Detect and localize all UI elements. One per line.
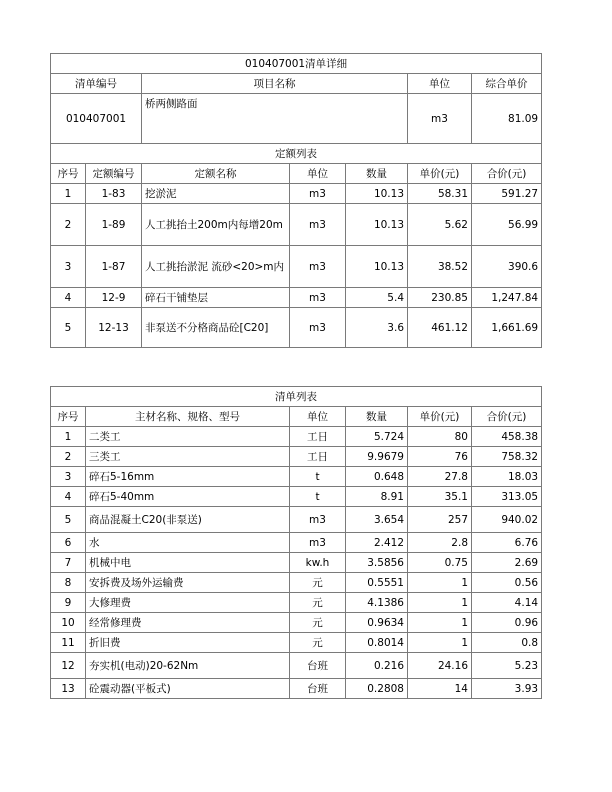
quota-qty: 5.4 xyxy=(346,288,408,308)
material-total: 5.23 xyxy=(472,653,542,679)
material-unit: 工日 xyxy=(290,427,346,447)
quota-seq: 4 xyxy=(51,288,86,308)
material-unit: t xyxy=(290,467,346,487)
quota-section-title: 定额列表 xyxy=(51,144,542,164)
material-qty: 0.648 xyxy=(346,467,408,487)
quota-code: 1-89 xyxy=(86,204,142,246)
material-unit: 元 xyxy=(290,593,346,613)
quota-qty: 10.13 xyxy=(346,184,408,204)
quota-name: 挖淤泥 xyxy=(142,184,290,204)
quota-section-row xyxy=(51,144,542,164)
materials-header-qty: 数量 xyxy=(346,407,408,427)
col-header-price: 综合单价 xyxy=(472,74,542,94)
material-row xyxy=(51,553,542,573)
quota-code: 12-13 xyxy=(86,308,142,348)
material-qty: 5.724 xyxy=(346,427,408,447)
quota-price: 5.62 xyxy=(408,204,472,246)
material-total: 6.76 xyxy=(472,533,542,553)
material-price: 14 xyxy=(408,679,472,699)
detail-table xyxy=(50,53,542,348)
material-name: 二类工 xyxy=(86,427,290,447)
material-seq: 2 xyxy=(51,447,86,467)
quota-unit: m3 xyxy=(290,288,346,308)
material-row xyxy=(51,613,542,633)
material-qty: 3.5856 xyxy=(346,553,408,573)
quota-header-price: 单价(元) xyxy=(408,164,472,184)
quota-code: 1-83 xyxy=(86,184,142,204)
materials-header-unit: 单位 xyxy=(290,407,346,427)
quota-header-row xyxy=(51,164,542,184)
quota-header-code: 定额编号 xyxy=(86,164,142,184)
quota-price: 461.12 xyxy=(408,308,472,348)
item-code: 010407001 xyxy=(51,94,142,144)
material-qty: 8.91 xyxy=(346,487,408,507)
quota-total: 1,661.69 xyxy=(472,308,542,348)
quota-unit: m3 xyxy=(290,204,346,246)
material-qty: 0.5551 xyxy=(346,573,408,593)
material-name: 折旧费 xyxy=(86,633,290,653)
material-name: 水 xyxy=(86,533,290,553)
detail-title: 010407001清单详细 xyxy=(51,54,542,74)
material-name: 夯实机(电动)20-62Nm xyxy=(86,653,290,679)
material-price: 24.16 xyxy=(408,653,472,679)
material-name: 安拆费及场外运输费 xyxy=(86,573,290,593)
quota-name: 碎石干铺垫层 xyxy=(142,288,290,308)
material-total: 940.02 xyxy=(472,507,542,533)
material-unit: m3 xyxy=(290,507,346,533)
material-price: 1 xyxy=(408,593,472,613)
material-name: 碎石5-40mm xyxy=(86,487,290,507)
material-price: 257 xyxy=(408,507,472,533)
col-header-code: 清单编号 xyxy=(51,74,142,94)
material-unit: 元 xyxy=(290,613,346,633)
material-qty: 0.216 xyxy=(346,653,408,679)
material-qty: 0.9634 xyxy=(346,613,408,633)
material-row xyxy=(51,507,542,533)
quota-seq: 3 xyxy=(51,246,86,288)
material-seq: 7 xyxy=(51,553,86,573)
materials-section-row xyxy=(51,387,542,407)
material-unit: t xyxy=(290,487,346,507)
material-price: 27.8 xyxy=(408,467,472,487)
quota-header-qty: 数量 xyxy=(346,164,408,184)
material-unit: 元 xyxy=(290,633,346,653)
material-row xyxy=(51,593,542,613)
materials-header-total: 合价(元) xyxy=(472,407,542,427)
quota-price: 230.85 xyxy=(408,288,472,308)
material-seq: 10 xyxy=(51,613,86,633)
material-name: 经常修理费 xyxy=(86,613,290,633)
quota-qty: 3.6 xyxy=(346,308,408,348)
material-total: 313.05 xyxy=(472,487,542,507)
quota-name: 人工挑抬淤泥 流砂<20>m内 xyxy=(142,246,290,288)
materials-header-seq: 序号 xyxy=(51,407,86,427)
quota-total: 591.27 xyxy=(472,184,542,204)
quota-seq: 2 xyxy=(51,204,86,246)
materials-header-row xyxy=(51,407,542,427)
quota-qty: 10.13 xyxy=(346,246,408,288)
quota-row xyxy=(51,308,542,348)
material-seq: 6 xyxy=(51,533,86,553)
material-row xyxy=(51,573,542,593)
item-row xyxy=(51,94,542,144)
quota-price: 38.52 xyxy=(408,246,472,288)
material-unit: m3 xyxy=(290,533,346,553)
material-qty: 3.654 xyxy=(346,507,408,533)
quota-unit: m3 xyxy=(290,308,346,348)
quota-row xyxy=(51,288,542,308)
material-total: 0.96 xyxy=(472,613,542,633)
material-row xyxy=(51,467,542,487)
col-header-name: 项目名称 xyxy=(142,74,408,94)
material-total: 0.56 xyxy=(472,573,542,593)
material-total: 2.69 xyxy=(472,553,542,573)
material-row xyxy=(51,653,542,679)
material-price: 76 xyxy=(408,447,472,467)
quota-qty: 10.13 xyxy=(346,204,408,246)
material-unit: 台班 xyxy=(290,679,346,699)
material-seq: 13 xyxy=(51,679,86,699)
quota-header-total: 合价(元) xyxy=(472,164,542,184)
quota-unit: m3 xyxy=(290,184,346,204)
material-name: 大修理费 xyxy=(86,593,290,613)
quota-row xyxy=(51,184,542,204)
material-total: 758.32 xyxy=(472,447,542,467)
quota-price: 58.31 xyxy=(408,184,472,204)
quota-seq: 1 xyxy=(51,184,86,204)
material-qty: 0.2808 xyxy=(346,679,408,699)
quota-row xyxy=(51,246,542,288)
quota-code: 1-87 xyxy=(86,246,142,288)
material-row xyxy=(51,427,542,447)
material-price: 2.8 xyxy=(408,533,472,553)
material-total: 18.03 xyxy=(472,467,542,487)
item-price: 81.09 xyxy=(472,94,542,144)
item-header-row xyxy=(51,74,542,94)
material-seq: 4 xyxy=(51,487,86,507)
material-price: 0.75 xyxy=(408,553,472,573)
material-name: 机械中电 xyxy=(86,553,290,573)
title-row xyxy=(51,54,542,74)
material-total: 0.8 xyxy=(472,633,542,653)
materials-table xyxy=(50,386,542,699)
materials-header-name: 主材名称、规格、型号 xyxy=(86,407,290,427)
materials-header-price: 单价(元) xyxy=(408,407,472,427)
material-name: 砼震动器(平板式) xyxy=(86,679,290,699)
quota-total: 390.6 xyxy=(472,246,542,288)
material-price: 80 xyxy=(408,427,472,447)
quota-unit: m3 xyxy=(290,246,346,288)
material-unit: 元 xyxy=(290,573,346,593)
material-seq: 3 xyxy=(51,467,86,487)
material-qty: 4.1386 xyxy=(346,593,408,613)
quota-name: 人工挑抬土200m内每增20m xyxy=(142,204,290,246)
quota-name: 非泵送不分格商品砼[C20] xyxy=(142,308,290,348)
material-unit: 台班 xyxy=(290,653,346,679)
material-seq: 5 xyxy=(51,507,86,533)
quota-seq: 5 xyxy=(51,308,86,348)
material-row xyxy=(51,633,542,653)
quota-header-seq: 序号 xyxy=(51,164,86,184)
material-row xyxy=(51,487,542,507)
material-price: 1 xyxy=(408,613,472,633)
material-qty: 9.9679 xyxy=(346,447,408,467)
quota-code: 12-9 xyxy=(86,288,142,308)
material-total: 4.14 xyxy=(472,593,542,613)
material-row xyxy=(51,679,542,699)
material-unit: kw.h xyxy=(290,553,346,573)
item-name: 桥两侧路面 xyxy=(142,94,408,144)
quota-header-unit: 单位 xyxy=(290,164,346,184)
quota-row xyxy=(51,204,542,246)
material-unit: 工日 xyxy=(290,447,346,467)
item-unit: m3 xyxy=(408,94,472,144)
material-seq: 1 xyxy=(51,427,86,447)
material-seq: 12 xyxy=(51,653,86,679)
material-price: 1 xyxy=(408,633,472,653)
material-price: 35.1 xyxy=(408,487,472,507)
material-row xyxy=(51,447,542,467)
quota-total: 56.99 xyxy=(472,204,542,246)
material-row xyxy=(51,533,542,553)
material-qty: 0.8014 xyxy=(346,633,408,653)
material-seq: 9 xyxy=(51,593,86,613)
material-name: 三类工 xyxy=(86,447,290,467)
material-name: 商品混凝土C20(非泵送) xyxy=(86,507,290,533)
material-seq: 8 xyxy=(51,573,86,593)
material-total: 3.93 xyxy=(472,679,542,699)
quota-header-name: 定额名称 xyxy=(142,164,290,184)
material-price: 1 xyxy=(408,573,472,593)
col-header-unit: 单位 xyxy=(408,74,472,94)
materials-section-title: 清单列表 xyxy=(51,387,542,407)
material-seq: 11 xyxy=(51,633,86,653)
quota-total: 1,247.84 xyxy=(472,288,542,308)
material-qty: 2.412 xyxy=(346,533,408,553)
material-total: 458.38 xyxy=(472,427,542,447)
material-name: 碎石5-16mm xyxy=(86,467,290,487)
